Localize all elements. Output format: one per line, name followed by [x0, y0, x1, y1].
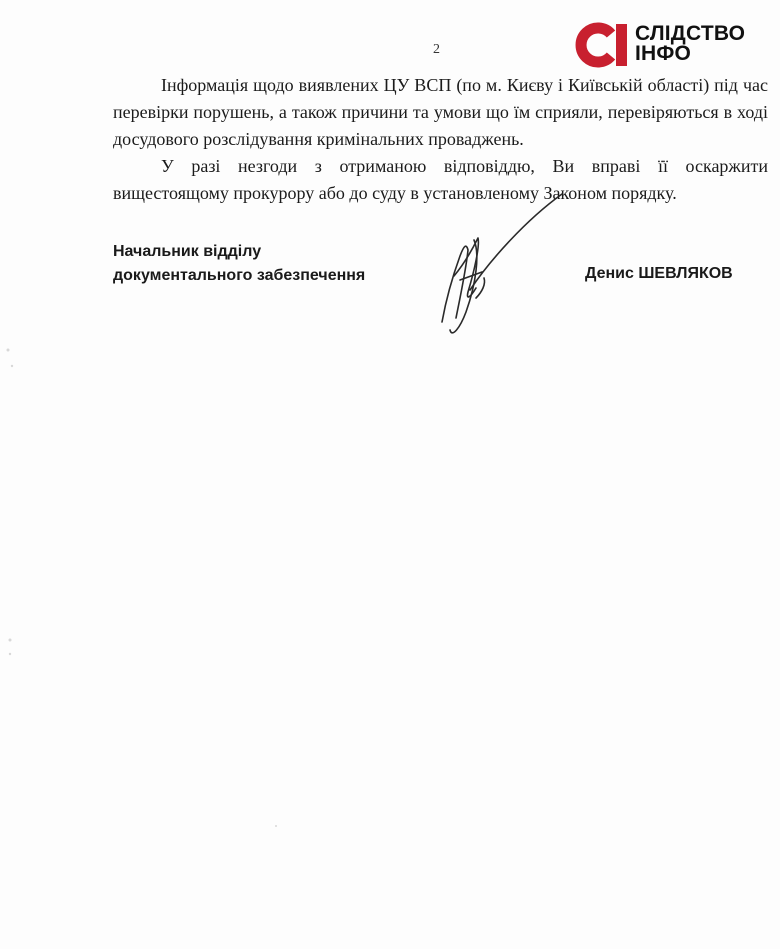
- paragraph-1-line-2: час перевірки порушень, а також причини та умови що їм сприяли,: [113, 75, 768, 122]
- logo-mark-icon: [575, 22, 631, 68]
- logo-line-1: СЛІДСТВО: [635, 22, 746, 45]
- signatory-title-line-2: документального забезпечення: [113, 267, 366, 284]
- page-number: 2: [433, 42, 440, 57]
- paragraph-1-line-1: Інформація щодо виявлених ЦУ ВСП (по м. Києву і Київській області) під: [161, 75, 743, 95]
- handwritten-signature: [430, 180, 590, 345]
- paragraph-2-line-1: У разі незгоди з отриманою відповіддю, Ви вправі її оскаржити: [161, 156, 768, 176]
- signatory-title: [113, 240, 365, 288]
- signatory-title-line-1: Начальник відділу: [113, 243, 262, 260]
- signatory-name: Денис ШЕВЛЯКОВ: [585, 265, 733, 282]
- logo-line-2: ІНФО: [635, 42, 692, 65]
- slidstvo-info-logo: [575, 22, 760, 70]
- logo-wordmark: [635, 24, 745, 64]
- paragraph-1: [113, 72, 768, 153]
- paragraph-2-line-2: вищестоящому прокурору або до суду в установленому Законом порядку.: [113, 183, 677, 203]
- paragraph-1-line-3: перевіряються в ході досудового розслідування кримінальних проваджень.: [113, 102, 768, 149]
